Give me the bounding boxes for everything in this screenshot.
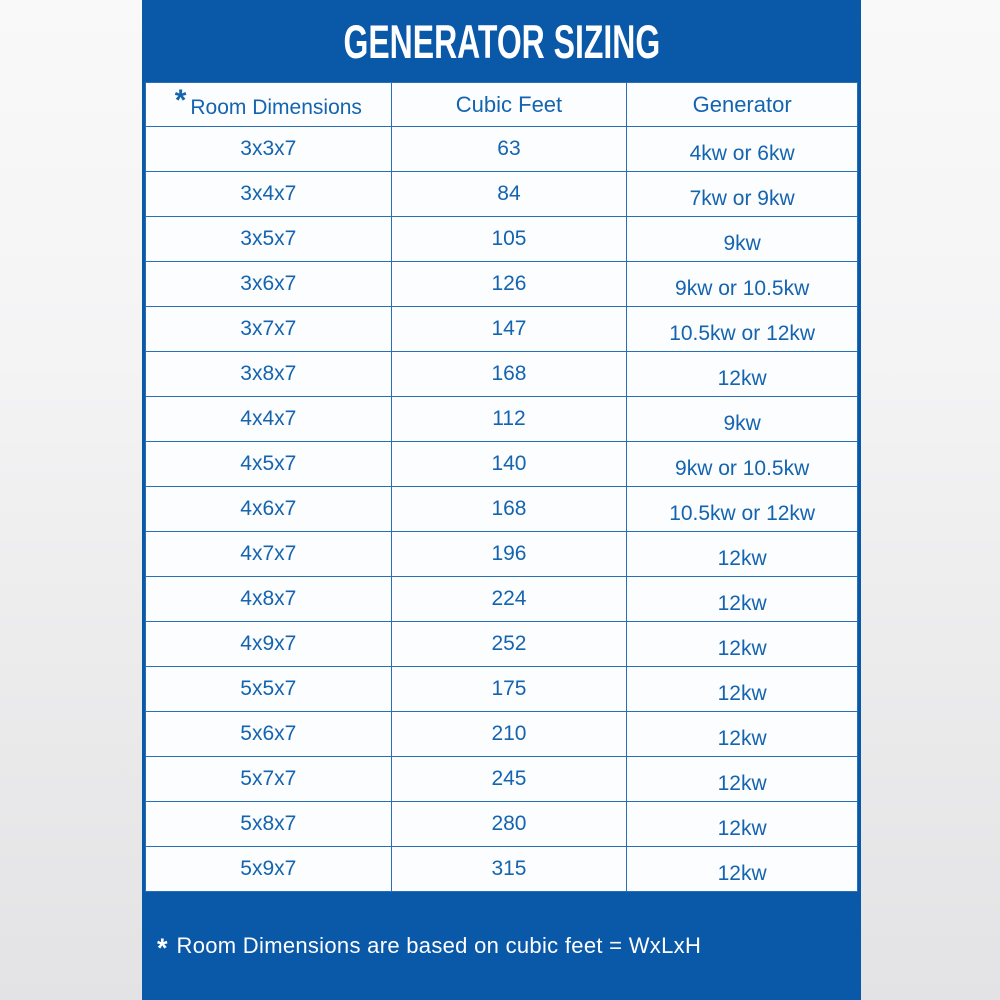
cubic-feet-cell: 112 [391, 397, 627, 442]
table-row [146, 712, 858, 757]
generator-cell: 12kw [627, 757, 858, 802]
cubic-feet-cell: 196 [391, 532, 627, 577]
cubic-feet-cell: 252 [391, 622, 627, 667]
title-band [142, 0, 861, 82]
cubic-feet-cell: 280 [391, 802, 627, 847]
room-dimensions-cell: 3x6x7 [146, 262, 392, 307]
table-row [146, 217, 858, 262]
room-dimensions-cell: 3x3x7 [146, 127, 392, 172]
generator-cell: 12kw [627, 577, 858, 622]
room-dimensions-cell: 5x7x7 [146, 757, 392, 802]
room-dimensions-cell: 3x4x7 [146, 172, 392, 217]
table-row [146, 352, 858, 397]
room-dimensions-cell: 4x7x7 [146, 532, 392, 577]
generator-cell: 12kw [627, 667, 858, 712]
room-dimensions-cell: 4x9x7 [146, 622, 392, 667]
cubic-feet-cell: 147 [391, 307, 627, 352]
generator-cell: 12kw [627, 622, 858, 667]
table-row [146, 532, 858, 577]
room-dimensions-cell: 4x8x7 [146, 577, 392, 622]
table-row [146, 127, 858, 172]
generator-cell: 12kw [627, 712, 858, 757]
header-room-dimensions [146, 83, 392, 127]
cubic-feet-cell: 245 [391, 757, 627, 802]
table-row [146, 262, 858, 307]
generator-cell: 12kw [627, 532, 858, 577]
room-dimensions-cell: 5x5x7 [146, 667, 392, 712]
cubic-feet-cell: 168 [391, 352, 627, 397]
footer-asterisk-mark: * [157, 932, 168, 963]
table-row [146, 802, 858, 847]
generator-cell: 12kw [627, 352, 858, 397]
generator-cell: 12kw [627, 802, 858, 847]
page-title: GENERATOR SIZING [343, 14, 660, 68]
room-dimensions-cell: 5x8x7 [146, 802, 392, 847]
generator-cell: 9kw [627, 217, 858, 262]
cubic-feet-cell: 126 [391, 262, 627, 307]
generator-sizing-panel [142, 0, 861, 1000]
table-row [146, 847, 858, 892]
table-row [146, 172, 858, 217]
footer-note: Room Dimensions are based on cubic feet = WxLxH [176, 933, 702, 958]
header-cubic-feet: Cubic Feet [391, 83, 627, 127]
room-dimensions-cell: 3x5x7 [146, 217, 392, 262]
sizing-table [145, 82, 858, 892]
cubic-feet-cell: 84 [391, 172, 627, 217]
cubic-feet-cell: 175 [391, 667, 627, 712]
table-row [146, 757, 858, 802]
table-row [146, 622, 858, 667]
table-row [146, 307, 858, 352]
generator-cell: 10.5kw or 12kw [627, 307, 858, 352]
room-dimensions-cell: 3x8x7 [146, 352, 392, 397]
table-row [146, 487, 858, 532]
generator-cell: 4kw or 6kw [627, 127, 858, 172]
room-dimensions-cell: 4x6x7 [146, 487, 392, 532]
asterisk-mark: * [174, 83, 187, 117]
table-body [146, 127, 858, 892]
table-row [146, 397, 858, 442]
room-dimensions-cell: 4x5x7 [146, 442, 392, 487]
cubic-feet-cell: 140 [391, 442, 627, 487]
room-dimensions-cell: 3x7x7 [146, 307, 392, 352]
cubic-feet-cell: 315 [391, 847, 627, 892]
room-dimensions-cell: 4x4x7 [146, 397, 392, 442]
cubic-feet-cell: 210 [391, 712, 627, 757]
room-dimensions-cell: 5x6x7 [146, 712, 392, 757]
cubic-feet-cell: 168 [391, 487, 627, 532]
table-row [146, 442, 858, 487]
generator-cell: 9kw [627, 397, 858, 442]
header-room-dimensions-label: Room Dimensions [190, 95, 362, 119]
generator-cell: 12kw [627, 847, 858, 892]
footer-band [142, 892, 861, 1000]
table-header-row [146, 83, 858, 127]
generator-cell: 10.5kw or 12kw [627, 487, 858, 532]
generator-cell: 9kw or 10.5kw [627, 262, 858, 307]
cubic-feet-cell: 63 [391, 127, 627, 172]
table-row [146, 577, 858, 622]
header-generator: Generator [627, 83, 858, 127]
generator-cell: 7kw or 9kw [627, 172, 858, 217]
cubic-feet-cell: 105 [391, 217, 627, 262]
sizing-table-wrap [142, 82, 861, 892]
cubic-feet-cell: 224 [391, 577, 627, 622]
room-dimensions-cell: 5x9x7 [146, 847, 392, 892]
table-row [146, 667, 858, 712]
generator-cell: 9kw or 10.5kw [627, 442, 858, 487]
